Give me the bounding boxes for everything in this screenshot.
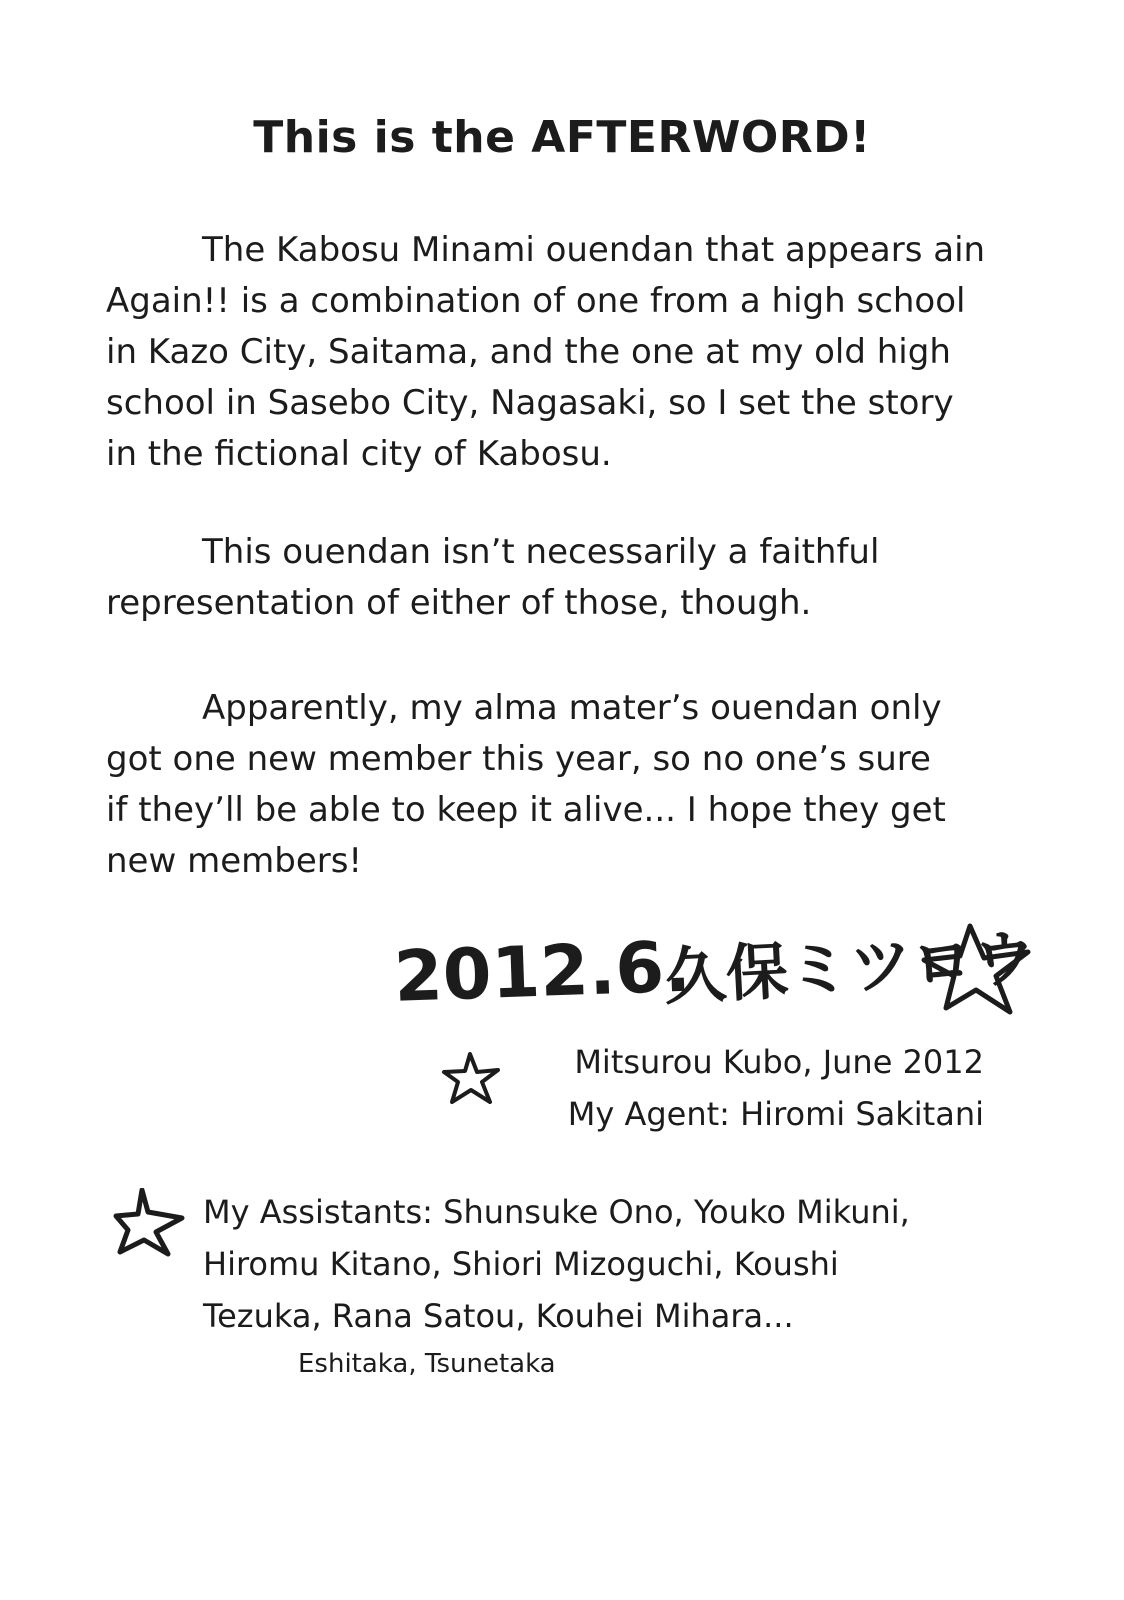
credit-author: Mitsurou Kubo, June 2012	[574, 1043, 984, 1081]
paragraph-line: Again!! is a combination of one from a high school	[106, 281, 966, 321]
paragraph-line: got one new member this year, so no one’s sure	[106, 739, 931, 779]
page-title: This is the AFTERWORD!	[253, 112, 871, 163]
paragraph-line: if they’ll be able to keep it alive... I hope they get	[106, 790, 946, 830]
credits-assistants	[203, 1186, 910, 1342]
credit-assistants-line: Hiromu Kitano, Shiori Mizoguchi, Koushi	[203, 1245, 839, 1283]
paragraph-line: new members!	[106, 841, 363, 881]
paragraph-line: in Kazo City, Saitama, and the one at my old high	[106, 332, 951, 372]
paragraph-intro	[106, 225, 1006, 480]
signature-name: 久保ミツロウ	[662, 921, 1038, 1014]
paragraph-line: school in Sasebo City, Nagasaki, so I set the story	[106, 383, 954, 423]
star-doodle-icon	[440, 1050, 502, 1106]
paragraph-line: in the fictional city of Kabosu.	[106, 434, 612, 474]
credit-assistants-line: My Assistants: Shunsuke Ono, Youko Mikuni,	[203, 1193, 910, 1231]
paragraph-alma-mater	[106, 683, 1006, 887]
handwritten-signature	[392, 912, 1042, 1022]
credit-assistants-line: Tezuka, Rana Satou, Kouhei Mihara...	[203, 1297, 794, 1335]
credit-extra: Eshitaka, Tsunetaka	[298, 1349, 556, 1379]
paragraph-representation	[106, 527, 1006, 629]
paragraph-line: This ouendan isn’t necessarily a faithful	[202, 532, 880, 572]
credits-author-agent	[568, 1036, 984, 1140]
credit-agent: My Agent: Hiromi Sakitani	[567, 1095, 984, 1133]
paragraph-line: The Kabosu Minami ouendan that appears ain	[202, 230, 986, 270]
paragraph-line: Apparently, my alma mater’s ouendan only	[202, 688, 942, 728]
paragraph-line: representation of either of those, though.	[106, 583, 812, 623]
signature-date: 2012.6.	[392, 925, 693, 1018]
star-doodle-icon	[112, 1188, 186, 1258]
